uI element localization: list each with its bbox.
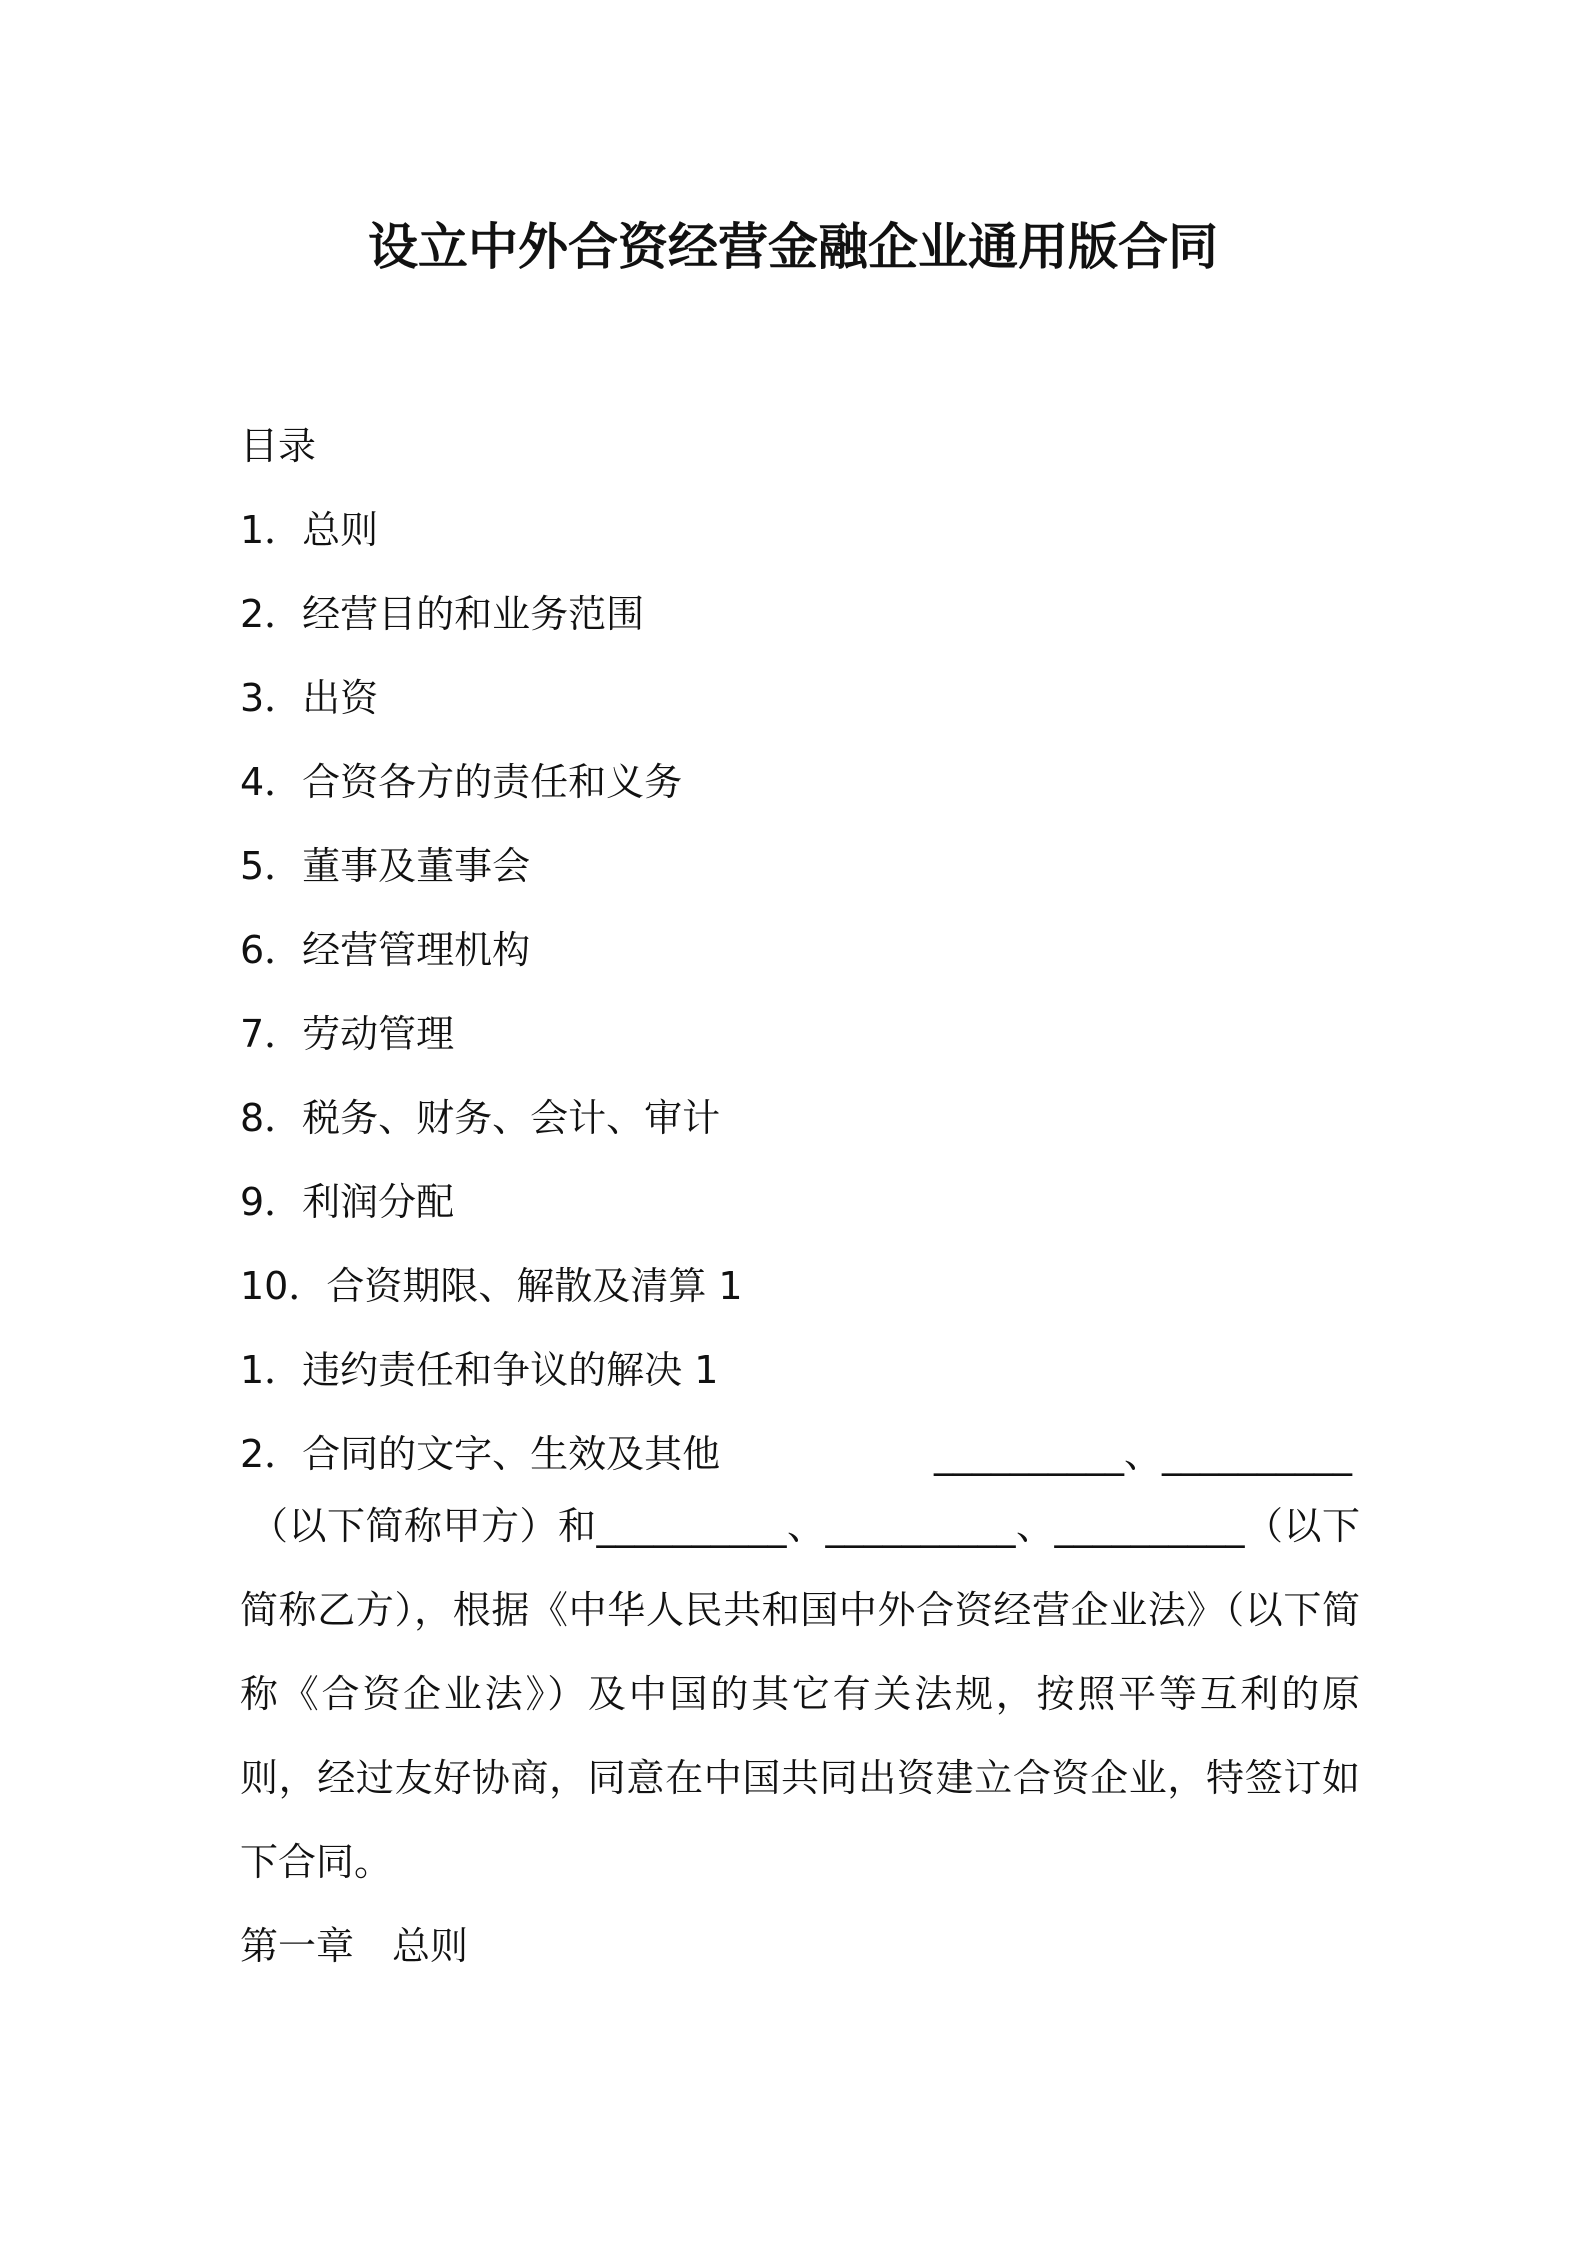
toc-heading: 目录 bbox=[240, 424, 317, 468]
toc-item: 10．合资期限、解散及清算 1 bbox=[240, 1264, 743, 1308]
toc-item: 1．违约责任和争议的解决 1 bbox=[240, 1348, 719, 1392]
toc-item: 6．经营管理机构 bbox=[240, 928, 531, 972]
document-title: 设立中外合资经营金融企业通用版合同 bbox=[368, 218, 1218, 276]
toc-item: 4．合资各方的责任和义务 bbox=[240, 760, 683, 804]
toc-item: 8．税务、财务、会计、审计 bbox=[240, 1096, 721, 1140]
party-a-blanks: __________、__________ bbox=[933, 1432, 1352, 1476]
toc-item: 7．劳动管理 bbox=[240, 1012, 455, 1056]
toc-item: 1．总则 bbox=[240, 508, 379, 552]
toc-item: 9．利润分配 bbox=[240, 1180, 455, 1224]
toc-item: 2．经营目的和业务范围 bbox=[240, 592, 645, 636]
toc-item: 3．出资 bbox=[240, 676, 379, 720]
toc-item-label: 2．合同的文字、生效及其他 bbox=[240, 1432, 721, 1476]
table-of-contents bbox=[240, 404, 1360, 1496]
toc-item: 5．董事及董事会 bbox=[240, 844, 531, 888]
chapter-heading: 第一章 总则 bbox=[240, 1924, 469, 1968]
contract-preamble: （以下简称甲方）和__________、__________、__________（以下简称乙方），根据《中华人民共和国中外合资经营企业法》（以下简称《合资企业法》）及中国的其它有关法规，按照平等互利的原则，经过友好协商，同意在中国共同出资建立合资企业，特签订如下合同。 bbox=[240, 1504, 1360, 1884]
